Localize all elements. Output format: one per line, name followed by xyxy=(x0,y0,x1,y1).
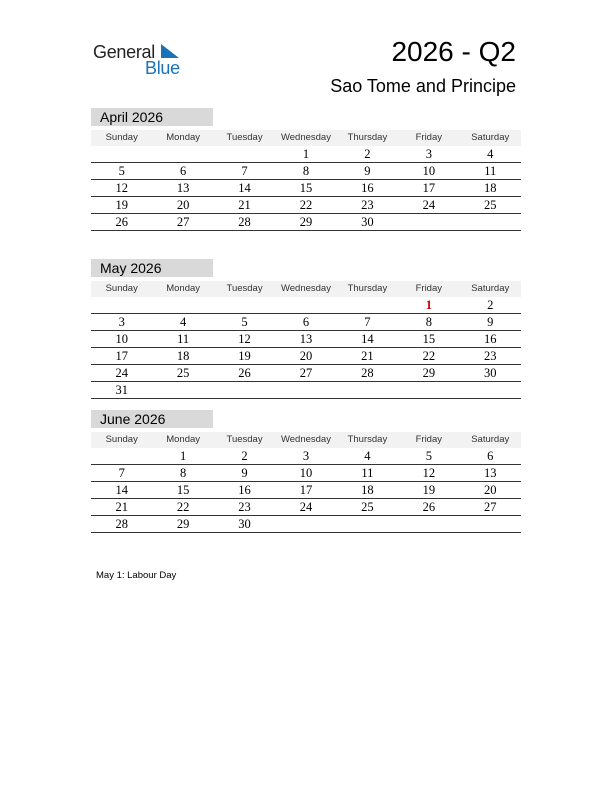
month-name: June 2026 xyxy=(91,410,213,428)
day-cell: 16 xyxy=(238,483,251,497)
day-cell: 11 xyxy=(484,164,497,178)
day-cell: 7 xyxy=(241,164,248,178)
weekday-label: Wednesday xyxy=(280,132,331,143)
day-cell: 16 xyxy=(361,181,374,195)
month-name: May 2026 xyxy=(91,259,213,277)
day-cell: 30 xyxy=(238,517,251,531)
day-cell: 6 xyxy=(487,449,494,463)
week-row xyxy=(91,163,521,180)
weekday-header-row xyxy=(91,130,521,146)
day-cell: 9 xyxy=(364,164,371,178)
logo-word-blue: Blue xyxy=(145,58,180,78)
weekday-label: Tuesday xyxy=(226,283,263,294)
week-row xyxy=(91,180,521,197)
day-cell: 22 xyxy=(176,500,190,514)
day-cell: 4 xyxy=(180,315,187,329)
day-cell: 28 xyxy=(238,215,251,229)
week-row xyxy=(91,348,521,365)
day-cell: 14 xyxy=(115,483,128,497)
empty-day-cell xyxy=(398,382,459,398)
week-row xyxy=(91,365,521,382)
empty-day-cell xyxy=(275,516,336,532)
day-cell: 1 xyxy=(180,449,187,463)
day-cell: 12 xyxy=(115,181,128,195)
day-cell: 7 xyxy=(118,466,125,480)
day-cell: 26 xyxy=(238,366,251,380)
day-cell: 19 xyxy=(422,483,436,497)
weekday-label: Saturday xyxy=(471,434,510,445)
day-cell: 20 xyxy=(176,198,190,212)
day-cell: 2 xyxy=(364,147,371,161)
weekday-label: Saturday xyxy=(471,132,510,143)
day-cell: 25 xyxy=(483,198,497,212)
month-april xyxy=(91,108,521,231)
empty-day-cell xyxy=(214,297,275,313)
day-cell: 6 xyxy=(180,164,187,178)
weekday-label: Friday xyxy=(415,132,443,143)
day-cell: 6 xyxy=(302,315,310,329)
day-cell: 2 xyxy=(241,449,248,463)
day-cell: 4 xyxy=(487,147,494,161)
day-cell: 7 xyxy=(364,315,371,329)
day-cell: 24 xyxy=(299,500,313,514)
day-cell: 30 xyxy=(483,366,497,380)
week-row xyxy=(91,482,521,499)
day-cell: 17 xyxy=(299,483,313,497)
weekday-label: Thursday xyxy=(347,132,388,143)
empty-day-cell xyxy=(91,146,152,162)
day-cell: 17 xyxy=(422,181,436,195)
day-cell: 29 xyxy=(176,517,190,531)
day-cell: 3 xyxy=(118,315,125,329)
day-cell: 3 xyxy=(302,449,310,463)
week-row xyxy=(91,214,521,231)
weekday-label: Sunday xyxy=(105,434,138,445)
weekday-label: Thursday xyxy=(347,434,388,445)
empty-day-cell xyxy=(398,516,459,532)
day-cell: 21 xyxy=(115,500,128,514)
empty-day-cell xyxy=(337,382,398,398)
day-cell: 9 xyxy=(241,466,248,480)
day-cell: 27 xyxy=(299,366,313,380)
day-cell: 14 xyxy=(238,181,251,195)
day-cell: 23 xyxy=(361,198,374,212)
day-cell: 24 xyxy=(422,198,436,212)
day-cell: 24 xyxy=(115,366,128,380)
day-cell: 25 xyxy=(176,366,190,380)
day-cell: 15 xyxy=(176,483,190,497)
empty-day-cell xyxy=(275,297,336,313)
week-row xyxy=(91,146,521,163)
week-row xyxy=(91,331,521,348)
empty-day-cell xyxy=(152,146,213,162)
day-cell: 28 xyxy=(361,366,374,380)
day-cell: 26 xyxy=(115,215,128,229)
day-cell: 28 xyxy=(115,517,128,531)
day-cell: 10 xyxy=(299,466,313,480)
month-may xyxy=(91,259,521,399)
day-cell: 30 xyxy=(361,215,374,229)
week-row xyxy=(91,465,521,482)
day-cell: 22 xyxy=(422,349,436,363)
weekday-label: Thursday xyxy=(347,283,388,294)
weekday-label: Monday xyxy=(166,132,201,143)
day-cell: 8 xyxy=(180,466,187,480)
day-cell: 12 xyxy=(238,332,251,346)
day-cell: 22 xyxy=(299,198,313,212)
weekday-label: Monday xyxy=(166,434,201,445)
day-cell: 23 xyxy=(238,500,251,514)
empty-day-cell xyxy=(275,382,336,398)
empty-day-cell xyxy=(91,297,152,313)
week-row xyxy=(91,297,521,314)
day-cell: 15 xyxy=(299,181,313,195)
weekday-label: Wednesday xyxy=(280,283,331,294)
day-cell: 17 xyxy=(115,349,128,363)
day-cell: 5 xyxy=(425,449,432,463)
weekday-label: Tuesday xyxy=(226,434,263,445)
logo-triangle-icon xyxy=(159,44,181,60)
day-cell: 14 xyxy=(361,332,374,346)
week-row xyxy=(91,516,521,533)
day-cell: 23 xyxy=(483,349,497,363)
day-cell: 2 xyxy=(487,298,494,312)
empty-day-cell xyxy=(460,214,521,230)
day-cell: 11 xyxy=(361,466,374,480)
day-cell: 13 xyxy=(176,181,190,195)
day-cell: 10 xyxy=(115,332,128,346)
page-title: 2026 - Q2 xyxy=(391,36,516,67)
month-name: April 2026 xyxy=(91,108,213,126)
empty-day-cell xyxy=(214,146,275,162)
holiday-notes xyxy=(96,570,176,581)
day-cell: 21 xyxy=(361,349,374,363)
weekday-label: Tuesday xyxy=(226,132,263,143)
day-cell: 4 xyxy=(364,449,371,463)
day-cell: 29 xyxy=(422,366,436,380)
weekday-label: Wednesday xyxy=(280,434,331,445)
empty-day-cell xyxy=(152,297,213,313)
day-cell: 8 xyxy=(302,164,310,178)
day-cell: 31 xyxy=(115,383,128,397)
day-cell: 18 xyxy=(361,483,374,497)
generalblue-logo xyxy=(93,42,193,78)
empty-day-cell xyxy=(152,382,213,398)
empty-day-cell xyxy=(398,214,459,230)
day-cell: 1 xyxy=(302,147,310,161)
day-cell: 19 xyxy=(238,349,251,363)
day-cell: 20 xyxy=(483,483,497,497)
weekday-label: Friday xyxy=(415,283,443,294)
day-cell: 5 xyxy=(241,315,248,329)
day-cell: 10 xyxy=(422,164,436,178)
day-cell: 8 xyxy=(425,315,432,329)
day-cell: 13 xyxy=(299,332,313,346)
empty-day-cell xyxy=(460,382,521,398)
empty-day-cell xyxy=(337,297,398,313)
day-cell: 16 xyxy=(483,332,497,346)
month-june xyxy=(91,410,521,533)
empty-day-cell xyxy=(337,516,398,532)
weekday-label: Monday xyxy=(166,283,201,294)
holiday-note: May 1: Labour Day xyxy=(96,570,177,581)
country-name: Sao Tome and Principe xyxy=(330,76,516,96)
day-cell: 5 xyxy=(118,164,125,178)
day-cell: 11 xyxy=(177,332,190,346)
day-cell: 15 xyxy=(422,332,436,346)
empty-day-cell xyxy=(91,448,152,464)
empty-day-cell xyxy=(460,516,521,532)
day-cell: 29 xyxy=(299,215,313,229)
logo-word-general: General xyxy=(93,42,155,62)
week-row xyxy=(91,382,521,399)
day-cell: 20 xyxy=(299,349,313,363)
week-row xyxy=(91,499,521,516)
day-cell: 12 xyxy=(422,466,436,480)
day-cell: 18 xyxy=(483,181,497,195)
week-row xyxy=(91,197,521,214)
day-cell: 27 xyxy=(483,500,497,514)
day-cell: 9 xyxy=(487,315,494,329)
day-cell: 25 xyxy=(361,500,374,514)
week-row xyxy=(91,448,521,465)
day-cell: 3 xyxy=(425,147,432,161)
week-row xyxy=(91,314,521,331)
day-cell: 18 xyxy=(176,349,190,363)
weekday-label: Friday xyxy=(415,434,443,445)
holiday-day-cell: 1 xyxy=(425,298,432,312)
weekday-label: Sunday xyxy=(105,283,138,294)
day-cell: 26 xyxy=(422,500,436,514)
weekday-header-row xyxy=(91,281,521,297)
day-cell: 19 xyxy=(115,198,128,212)
weekday-label: Sunday xyxy=(105,132,138,143)
weekday-header-row xyxy=(91,432,521,448)
day-cell: 13 xyxy=(483,466,497,480)
weekday-label: Saturday xyxy=(471,283,510,294)
day-cell: 27 xyxy=(176,215,190,229)
day-cell: 21 xyxy=(238,198,251,212)
empty-day-cell xyxy=(214,382,275,398)
